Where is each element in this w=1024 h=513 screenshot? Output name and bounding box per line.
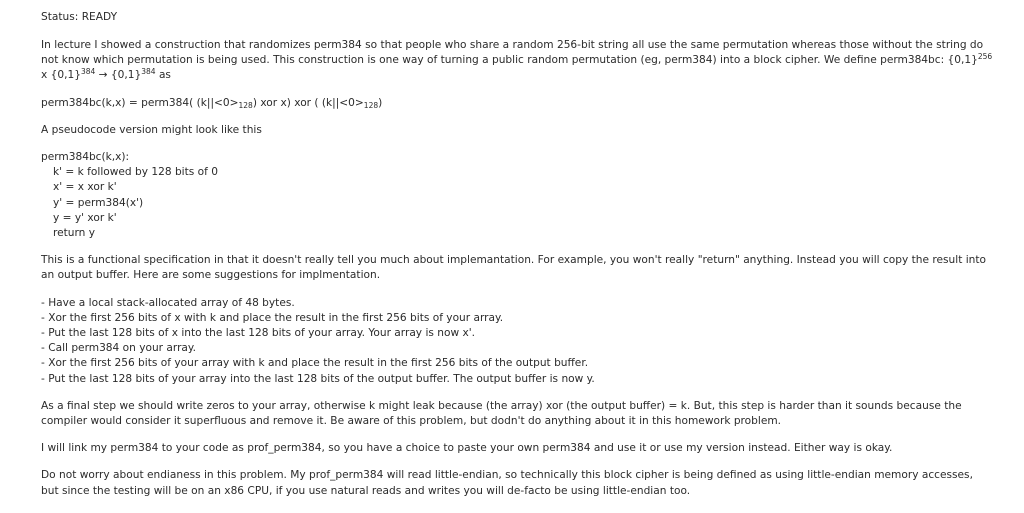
assignment-document: [41, 10, 993, 511]
pseudocode-block: [41, 150, 993, 241]
formula-text-3: ): [378, 96, 383, 109]
intro-exponent-3: 384: [141, 67, 156, 77]
intro-exponent-2: 384: [80, 67, 96, 77]
intro-paragraph: [41, 38, 993, 84]
pseudocode-line: return y: [53, 227, 96, 240]
pseudocode-line: k' = k followed by 128 bits of 0: [53, 166, 218, 179]
prof-link-paragraph: I will link my perm384 to your code as prof_perm384, so you have a choice to paste your own perm384 and use it or use my version instead. Either way is okay.: [41, 442, 893, 455]
suggestions-list: [41, 296, 993, 387]
endianess-paragraph: Do not worry about endianess in this problem. My prof_perm384 will read little-endian, so technically this block cipher is being defined as using little-endian memory accesses, but since the testing will be on an x86 CPU, if you use natural reads and writes you will de-facto be using little-endian too.: [41, 469, 973, 497]
pseudocode-line: y' = perm384(x'): [53, 196, 144, 209]
intro-text-4: as: [155, 69, 171, 82]
suggestion-item: - Put the last 128 bits of x into the last 128 bits of your array. Your array is now x'.: [41, 327, 476, 340]
final-step-paragraph: As a final step we should write zeros to your array, otherwise k might leak because (the array) xor (the output buffer) = k. But, this step is harder than it sounds because the compiler would consider it superfluous and remove it. Be aware of this problem, but dodn't do anything about it in this homework problem.: [41, 399, 962, 428]
status-text: Status: READY: [41, 11, 118, 23]
suggestion-item: - Call perm384 on your array.: [41, 342, 197, 355]
suggestion-item: - Xor the first 256 bits of x with k and place the result in the first 256 bits of your array.: [41, 311, 504, 324]
formula-line: [41, 96, 993, 111]
intro-text-3: → {0,1}: [95, 69, 142, 82]
intro-text-1: In lecture I showed a construction that randomizes perm384 so that people who share a random 256-bit string all use the same permutation whereas those without the string do not know which permutation is being used. This construction is one way of turning a public random permutation (eg, perm384) into a block cipher. We define perm384bc: {0,1}: [41, 39, 984, 67]
functional-spec-paragraph: This is a functional specification in that it doesn't really tell you much about implemantation. For example, you won't really "return" anything. Instead you will copy the result into an output buffer. Here are some suggestions for implmentation.: [41, 254, 987, 282]
pseudocode-line: y = y' xor k': [53, 211, 117, 224]
formula-subscript-2: 128: [363, 100, 379, 110]
formula-subscript-1: 128: [238, 100, 253, 110]
suggestion-item: - Xor the first 256 bits of your array with k and place the result in the first 256 bits of the output buffer.: [41, 357, 589, 370]
suggestion-item: - Have a local stack-allocated array of 48 bytes.: [41, 296, 295, 309]
pseudocode-line: x' = x xor k': [53, 181, 117, 194]
formula-text-2: ) xor x) xor ( (k||<0>: [252, 96, 364, 109]
intro-text-2: x {0,1}: [41, 69, 81, 82]
suggestion-item: - Put the last 128 bits of your array into the last 128 bits of the output buffer. The output buffer is now y.: [41, 372, 595, 385]
formula-text-1: perm384bc(k,x) = perm384( (k||<0>: [41, 96, 239, 109]
pseudocode-header: perm384bc(k,x):: [41, 151, 130, 164]
pseudocode-intro: A pseudocode version might look like this: [41, 123, 262, 136]
intro-exponent-1: 256: [977, 52, 993, 62]
